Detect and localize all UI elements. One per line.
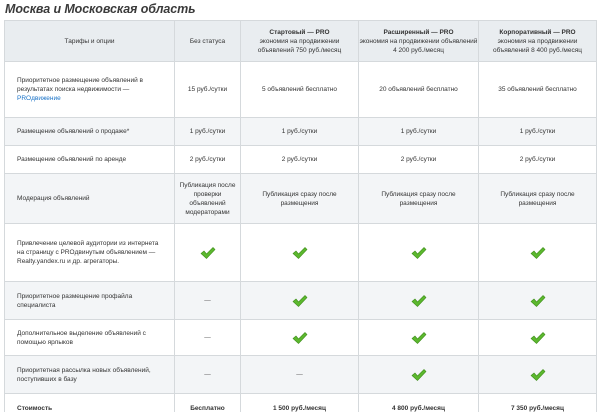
header-plan-corporate [479,21,597,62]
dash-mark: — [204,371,211,378]
plan-name: Корпоративный — PRO [499,28,576,36]
option-label: Размещение объявлений о продаже* [5,118,175,146]
check-icon [530,294,546,308]
check-icon [359,356,479,394]
plan-desc: экономия на продвижении объявлений 4 200 руб./месяц [359,37,478,54]
check-icon [479,356,597,394]
check-icon [411,294,427,308]
check-icon [292,294,308,308]
table-row [5,224,597,282]
region-title: Москва и Московская область [5,2,196,16]
cell-value: Публикация после проверки объявлений модераторами [175,174,241,224]
total-row [5,394,597,412]
cell-value: Публикация сразу после размещения [359,174,479,224]
cell-value: 15 руб./сутки [175,62,241,118]
check-icon [411,368,427,382]
check-icon [530,246,546,260]
dash-mark: — [296,371,303,378]
check-icon [292,331,308,345]
option-label: Дополнительное выделение объявлений с помощью ярлыков [5,320,175,356]
plan-name: Расширенный — PRO [383,28,454,36]
cell-value: Публикация сразу после размещения [241,174,359,224]
check-icon [530,368,546,382]
check-icon [479,282,597,320]
table-row [5,146,597,174]
check-icon [359,320,479,356]
header-row [5,21,597,62]
check-icon [530,331,546,345]
check-icon [479,224,597,282]
plan-desc: экономия на продвижении объявлений 8 400 руб./месяц [493,37,582,54]
header-plan-extended [359,21,479,62]
cell-value: 1 руб./сутки [479,118,597,146]
check-icon [175,224,241,282]
check-icon [241,320,359,356]
dash-mark: — [204,334,211,341]
check-icon [241,282,359,320]
plan-desc: экономия на продвижении объявлений 750 руб./месяц [257,37,342,54]
cell-value: 5 объявлений бесплатно [241,62,359,118]
dash-mark: — [204,297,211,304]
total-value: Бесплатно [175,394,241,412]
plan-name: Стартовый — PRO [269,28,330,36]
cell-value: 2 руб./сутки [479,146,597,174]
header-no-status: Без статуса [175,21,241,62]
header-plan-start [241,21,359,62]
total-value: 1 500 руб./месяц [241,394,359,412]
check-icon [200,246,216,260]
cell-value: 35 объявлений бесплатно [479,62,597,118]
table-row [5,62,597,118]
check-icon [479,320,597,356]
table-row [5,282,597,320]
cell-value: 2 руб./сутки [359,146,479,174]
tariffs-table [4,20,597,412]
header-options: Тарифы и опции [5,21,175,62]
total-label: Стоимость [5,394,175,412]
table-row [5,356,597,394]
table-row [5,174,597,224]
check-icon [359,224,479,282]
table-row [5,320,597,356]
check-icon [411,331,427,345]
total-value: 7 350 руб./месяц [479,394,597,412]
check-icon [411,246,427,260]
cell-value: 2 руб./сутки [175,146,241,174]
cell-value: 2 руб./сутки [241,146,359,174]
option-label: Размещение объявлений по аренде [5,146,175,174]
check-icon [292,246,308,260]
dash-mark [175,320,241,356]
option-label: Модерация объявлений [5,174,175,224]
dash-mark [175,282,241,320]
option-label: Приоритетное размещение профайла специалиста [5,282,175,320]
table-row [5,118,597,146]
cell-value: 1 руб./сутки [175,118,241,146]
cell-value: 1 руб./сутки [241,118,359,146]
cell-value: 20 объявлений бесплатно [359,62,479,118]
cell-value: Публикация сразу после размещения [479,174,597,224]
option-label: Привлечение целевой аудитории из интернета на страницу с PROдвинутым объявлением — Realty.yandex.ru и др. агрегаторы. [5,224,175,282]
check-icon [241,224,359,282]
total-value: 4 800 руб./месяц [359,394,479,412]
prodvizhenie-link[interactable]: PROдвижение [17,95,61,102]
check-icon [359,282,479,320]
option-label: Приоритетная рассылка новых объявлений, поступивших в базу [5,356,175,394]
dash-mark [175,356,241,394]
option-label [5,62,175,118]
dash-mark [241,356,359,394]
option-text: Приоритетное размещение объявлений в результатах поиска недвижимости — [17,77,143,93]
cell-value: 1 руб./сутки [359,118,479,146]
